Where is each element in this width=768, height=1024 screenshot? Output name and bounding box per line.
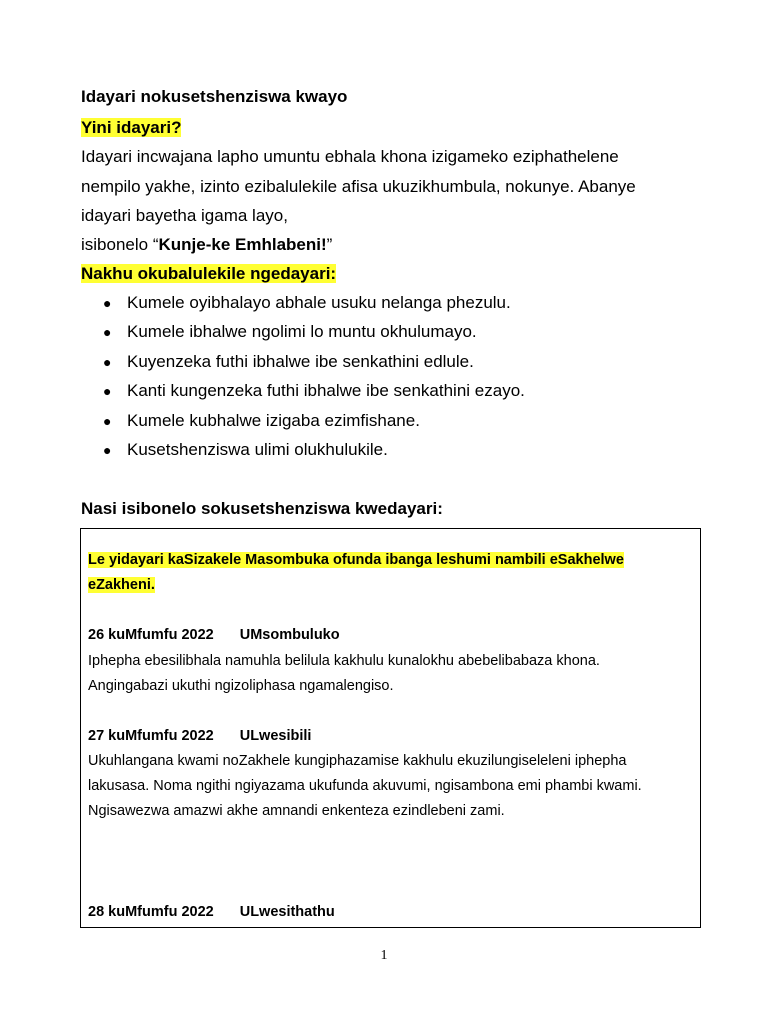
bullet-icon: ●	[103, 295, 112, 311]
example-suffix: ”	[326, 235, 333, 254]
bullet-icon: ●	[103, 383, 112, 399]
list-item-text: Kanti kungenzeka futhi ibhalwe ibe senkathini ezayo.	[127, 381, 525, 400]
bullet-icon: ●	[103, 442, 112, 458]
diary-entry-heading	[88, 726, 311, 746]
list-item	[103, 410, 420, 432]
bullet-icon: ●	[103, 324, 112, 340]
document-title: Idayari nokusetshenziswa kwayo	[81, 87, 348, 106]
list-item-text: Kusetshenziswa ulimi olukhulukile.	[127, 440, 388, 459]
example-heading: Nasi isibonelo sokusetshenziswa kwedayari:	[81, 499, 443, 518]
entry-date: 26 kuMfumfu 2022	[88, 627, 214, 643]
entry-day: ULwesithathu	[239, 904, 335, 920]
list-item	[103, 351, 474, 373]
list-item-text: Kuyenzeka futhi ibhalwe ibe senkathini edlule.	[127, 352, 474, 371]
bullet-icon: ●	[103, 354, 112, 370]
diary-entry-line: Ngisawezwa amazwi akhe amnandi enkenteza ezindlebeni zami.	[88, 803, 505, 819]
question-heading	[81, 117, 181, 139]
example-prefix: isibonelo “	[81, 235, 159, 254]
question-heading-text: Yini idayari?	[81, 118, 182, 137]
list-item	[103, 292, 511, 314]
diary-entry-line: lakusasa. Noma ngithi ngiyazama ukufunda akuvumi, ngisambona emi phambi kwami.	[88, 778, 642, 794]
definition-line-2: nempilo yakhe, izinto ezibalulekile afisa ukuzikhumbula, nokunye. Abanye	[81, 177, 636, 196]
definition-line-1: Idayari incwajana lapho umuntu ebhala khona izigameko eziphathelene	[81, 147, 619, 166]
diary-intro-text-1: Le yidayari kaSizakele Masombuka ofunda ibanga leshumi nambili eSakhelwe	[88, 552, 624, 568]
entry-day: UMsombuluko	[239, 627, 340, 643]
entry-date: 27 kuMfumfu 2022	[88, 728, 214, 744]
list-item	[103, 321, 477, 343]
example-title: Kunje-ke Emhlabeni!	[158, 235, 327, 254]
list-item-text: Kumele ibhalwe ngolimi lo muntu okhulumayo.	[127, 322, 477, 341]
list-item	[103, 439, 388, 461]
list-item-text: Kumele kubhalwe izigaba ezimfishane.	[127, 411, 420, 430]
diary-intro-line-2	[88, 575, 155, 595]
diary-entry-line: Ukuhlangana kwami noZakhele kungiphazamise kakhulu ekuzilungiseleleni iphepha	[88, 753, 627, 769]
list-item	[103, 380, 525, 402]
entry-date: 28 kuMfumfu 2022	[88, 904, 214, 920]
diary-entry-heading	[88, 625, 340, 645]
entry-day: ULwesibili	[239, 728, 312, 744]
example-line	[81, 234, 332, 256]
points-heading	[81, 263, 336, 285]
points-heading-text: Nakhu okubalulekile ngedayari:	[81, 264, 337, 283]
diary-entry-heading	[88, 902, 335, 922]
page-number: 1	[380, 948, 388, 963]
diary-intro-line-1	[88, 550, 624, 570]
diary-entry-line: Angingabazi ukuthi ngizoliphasa ngamalengiso.	[88, 678, 394, 694]
definition-line-3: idayari bayetha igama layo,	[81, 206, 288, 225]
list-item-text: Kumele oyibhalayo abhale usuku nelanga phezulu.	[127, 293, 511, 312]
bullet-icon: ●	[103, 413, 112, 429]
diary-entry-line: Iphepha ebesilibhala namuhla belilula kakhulu kunalokhu abebelibabaza khona.	[88, 653, 600, 669]
diary-intro-text-2: eZakheni.	[88, 577, 155, 593]
